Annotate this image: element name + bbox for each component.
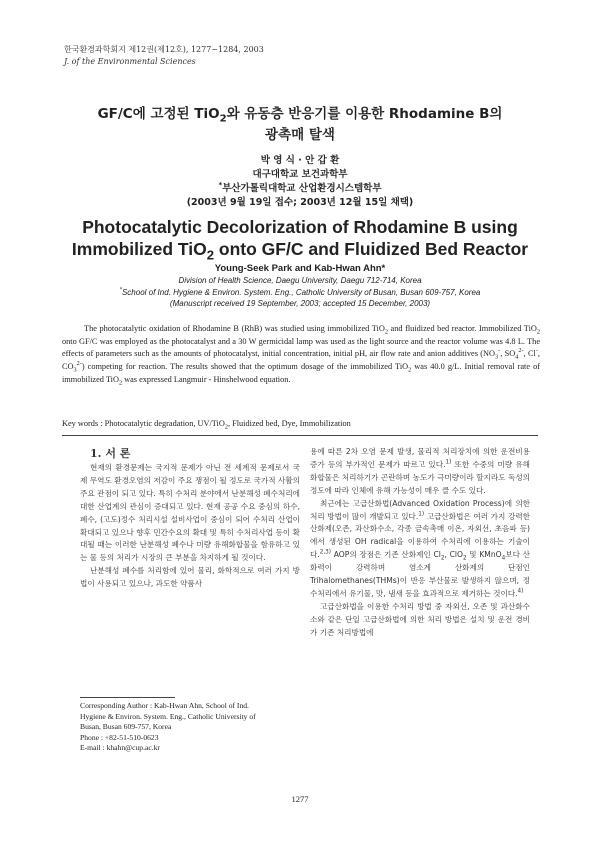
keywords: Key words : Photocatalytic degradation, UV/TiO$_2$, Fluidized bed, Dye, Immobilization bbox=[62, 419, 351, 431]
section-divider bbox=[62, 435, 538, 436]
author-names-english: Young-Seek Park and Kab-Hwan Ahn* bbox=[214, 263, 386, 274]
right-column bbox=[310, 446, 530, 640]
intro-paragraph-4: 고급산화법을 이용한 수처리 방법 중 자외선, 오존 및 과산화수소와 같은 단일 고급산화법에 의한 처리 방법은 설치 및 운전 경비가 기존 처리방법에 bbox=[310, 601, 530, 637]
affiliation-english-2: *School of Ind. Hygiene & Environ. System. Eng., Catholic University of Busan, Busan 609-757, Korea bbox=[119, 286, 481, 297]
corresponding-author: Corresponding Author : Kab-Hwan Ahn, School of Ind. Hygiene & Environ. System. Eng., Catholic University of Busan, Busan 609-757, Korea Phone : +82-51-510-0623 E-mail : khahn@cup.ac.kr bbox=[80, 701, 256, 753]
affiliation-korean-1: 대구대학교 보건과학부 bbox=[252, 169, 348, 180]
author-names-korean: 박 영 식 · 안 갑 환 bbox=[260, 155, 340, 166]
intro-paragraph-1: 현재의 환경문제는 국지적 문제가 아닌 전 세계적 문제로서 국제 무역도 환경오염의 저감이 주요 쟁점이 될 정도로 국가적 사활의 주요 관점이 되고 있다. 특히 수처리 분야에서 난분해성 폐수처리에 대한 산업계의 관심이 증대되고 있다. 현재 공공 수요 중심의 하수, 폐수, (고도)정수 처리시설 설비사업이 중심이 되어 수처리 산업이 확대되고 있으나 향후 민간수요의 확대 및 특히 수처리사업 등이 확대될 때는 이러한 난분해성 폐수나 미량 유해화합물을 함유하고 있는 물 등의 처리가 시장의 큰 부분을 차지하게 될 것이다. bbox=[80, 463, 300, 563]
english-authors bbox=[40, 262, 560, 310]
section-title-introduction: 1. 서 론 bbox=[90, 447, 131, 460]
left-column bbox=[80, 446, 300, 591]
intro-paragraph-2: 난분해성 폐수를 처리함에 있어 물리, 화학적으로 여러 가지 방법이 사용되고 있으나, 과도한 약품사 bbox=[80, 566, 300, 589]
received-date-english: (Manuscript received 19 September, 2003; accepted 15 December, 2003) bbox=[169, 299, 431, 308]
affiliation-english-1: Division of Health Science, Daegu University, Daegu 712-714, Korea bbox=[178, 276, 422, 285]
korean-authors bbox=[40, 154, 560, 210]
footnote-divider bbox=[80, 697, 175, 698]
received-date-korean: (2003년 9월 19일 접수; 2003년 12월 15일 채택) bbox=[186, 197, 414, 208]
intro-paragraph-2-cont: 용에 따른 2차 오염 문제 발생, 물리적 처리장치에 의한 운전비용 증가 등의 부가적인 문제가 따르고 있다.$^{1)}$ 또한 수중의 미량 유해화합물은 처리하기가 곤란하며 농도가 극미량이라 할지라도 독성의 정도에 따라 인체에 유해 가능성이 매우 클 수도 있다. bbox=[310, 447, 530, 495]
journal-name-english: J. of the Environmental Sciences bbox=[64, 57, 196, 66]
journal-header bbox=[64, 44, 264, 68]
korean-title: GF/C에 고정된 TiO$_2$와 유동층 반응기를 이용한 Rhodamine B의 광촉매 탈색 bbox=[97, 106, 503, 143]
abstract: The photocatalytic oxidation of Rhodamine B (RhB) was studied using immobilized TiO$_2$ and fluidized bed reactor. Immobilized TiO$_2$ onto GF/C was employed as the photocatalyst and a 30 W germicidal lamp was used as the light source and the reactor volume was 4.8 L. The effects of parameters such as the amounts of photocatalyst, initial concentration, initial pH, air flow rate and anion additives ($NO_3^-$, $SO_4^{2-}$, Cl-, $CO_3^{2-}$) competing for reaction. The results showed that the optimum dosage of the immobilized TiO$_2$ was 40.0 g/L. Initial removal rate of immobilized TiO$_2$ was expressed Langmuir - Hinshelwood equation. bbox=[62, 324, 540, 387]
journal-name-korean: 한국환경과학회지 제12권(제12호), 1277~1284, 2003 bbox=[64, 45, 264, 54]
intro-paragraph-3: 최근에는 고급산화법(Advanced Oxidation Process)에 의한 처리 방법이 많이 개발되고 있다.$^{1)}$ 고급산화법은 여러 가지 강력한 산화제(오존, 과산화수소, 각종 금속촉매 이온, 자외선, 초음파 등)에서 생성된 OH radical을 이용하여 수처리에 이용하는 기술이다.$^{2,3)}$ AOP의 장점은 기존 산화제인 $Cl_2$, ClO$_2$ 및 KMnO$_4$보다 산화력이 강력하며 염소계 산화제의 단점인 Trihalomethanes(THMs)이 반응 부산물로 발생하지 않으며, 정수처리에서 유기물, 맛, 냄새 등을 효과적으로 제거하는 것이다.$^{4)}$ bbox=[310, 498, 530, 598]
page-number: 1277 bbox=[291, 794, 309, 804]
english-title: Photocatalytic Decolorization of Rhodamine B using Immobilized TiO$_2$ onto GF/C and Fluidized Bed Reactor bbox=[71, 217, 529, 263]
affiliation-korean-2: *부산가톨릭대학교 산업환경시스템학부 bbox=[218, 179, 382, 194]
